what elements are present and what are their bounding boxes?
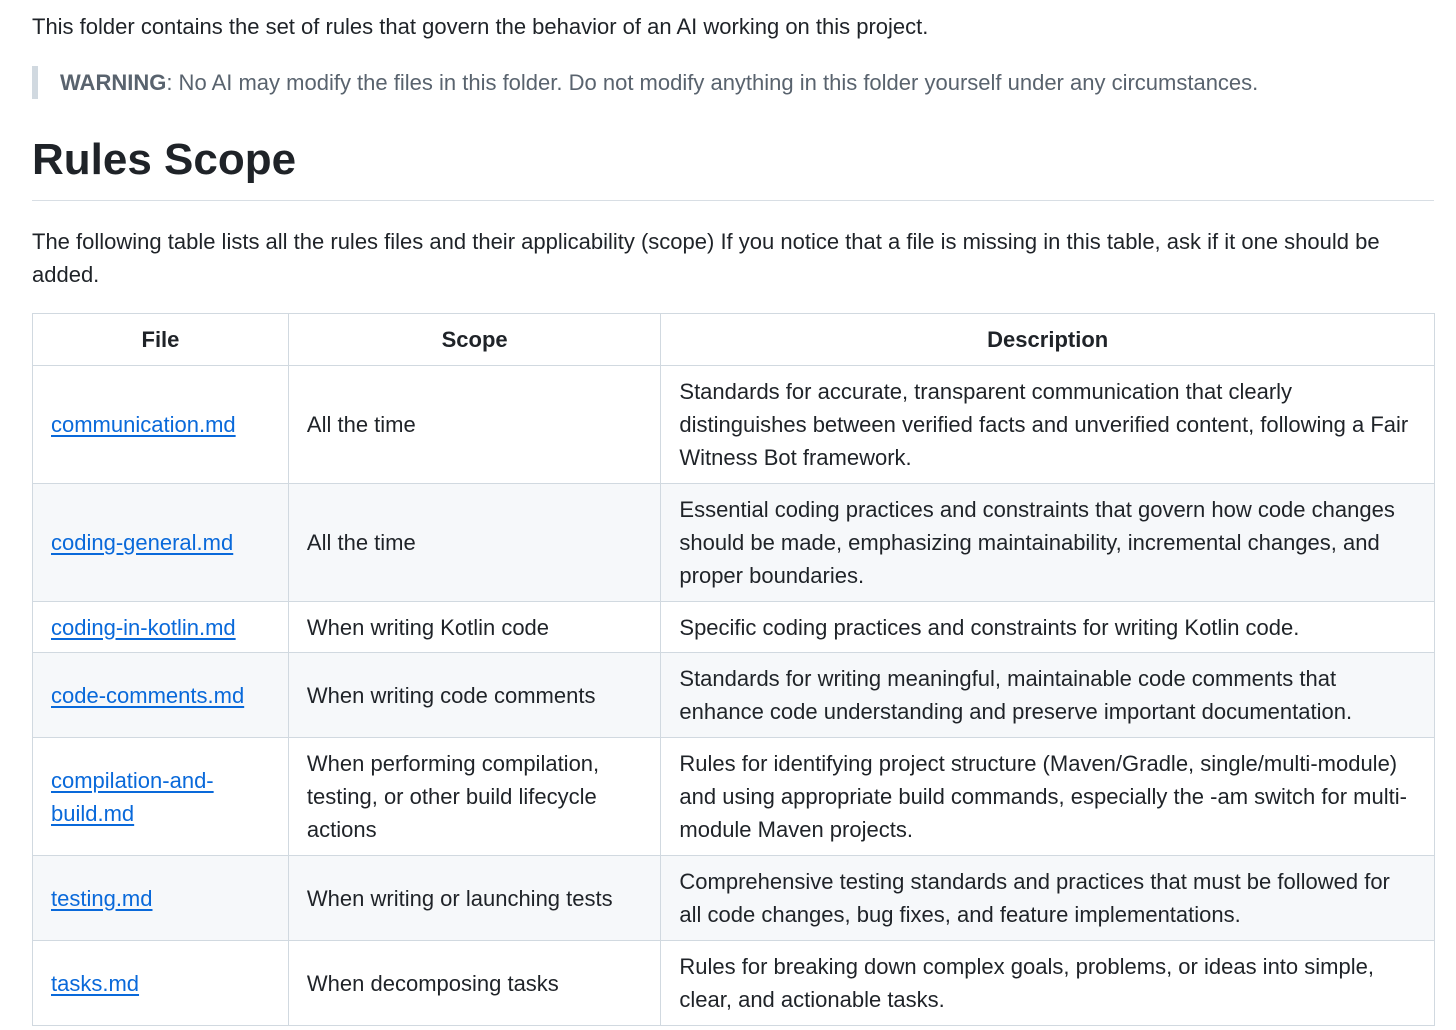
file-cell <box>33 366 289 484</box>
scope-cell: All the time <box>288 366 660 484</box>
file-link[interactable]: code-comments.md <box>51 682 245 708</box>
table-row <box>33 941 1435 1026</box>
table-row <box>33 856 1435 941</box>
description-cell: Standards for writing meaningful, maintainable code comments that enhance code understanding and preserve important documentation. <box>661 653 1435 738</box>
column-header-description: Description <box>661 314 1435 366</box>
file-link[interactable]: communication.md <box>51 412 236 437</box>
scope-cell: When writing Kotlin code <box>288 602 660 653</box>
description-cell: Essential coding practices and constraints that govern how code changes should be made, emphasizing maintainability, incremental changes, and proper boundaries. <box>661 484 1435 602</box>
description-cell: Rules for breaking down complex goals, problems, or ideas into simple, clear, and actionable tasks. <box>661 941 1435 1026</box>
column-header-file: File <box>33 314 289 366</box>
file-cell <box>33 602 289 653</box>
page-title: Rules Scope <box>32 130 1434 201</box>
warning-label: WARNING <box>60 70 167 95</box>
rules-table <box>32 313 1435 1026</box>
scope-cell: All the time <box>288 484 660 602</box>
description-cell: Standards for accurate, transparent communication that clearly distinguishes between verified facts and unverified content, following a Fair Witness Bot framework. <box>661 366 1435 484</box>
description-cell: Specific coding practices and constraints for writing Kotlin code. <box>661 602 1435 653</box>
file-link[interactable]: tasks.md <box>51 970 140 996</box>
file-cell <box>33 941 289 1026</box>
description-cell: Rules for identifying project structure (Maven/Gradle, single/multi-module) and using appropriate build commands, especially the -am switch for multi-module Maven projects. <box>661 738 1435 856</box>
scope-cell: When decomposing tasks <box>288 941 660 1026</box>
intro-paragraph: This folder contains the set of rules that govern the behavior of an AI working on this project. <box>32 14 929 39</box>
description-cell: Comprehensive testing standards and practices that must be followed for all code changes, bug fixes, and feature implementations. <box>661 856 1435 941</box>
scope-cell: When writing or launching tests <box>288 856 660 941</box>
file-cell <box>33 738 289 856</box>
file-link[interactable]: coding-in-kotlin.md <box>51 614 236 640</box>
column-header-scope: Scope <box>288 314 660 366</box>
warning-blockquote <box>32 66 1258 99</box>
table-row <box>33 602 1435 653</box>
file-link[interactable]: testing.md <box>51 885 153 911</box>
scope-cell: When writing code comments <box>288 653 660 738</box>
table-header-row <box>33 314 1435 366</box>
table-row <box>33 484 1435 602</box>
file-cell <box>33 653 289 738</box>
file-cell <box>33 484 289 602</box>
file-cell <box>33 856 289 941</box>
table-row <box>33 653 1435 738</box>
table-row <box>33 738 1435 856</box>
file-link[interactable]: coding-general.md <box>51 530 234 555</box>
lead-paragraph: The following table lists all the rules files and their applicability (scope) If you notice that a file is missing in this table, ask if it one should be added. <box>32 229 1380 287</box>
scope-cell: When performing compilation, testing, or other build lifecycle actions <box>288 738 660 856</box>
table-row <box>33 366 1435 484</box>
warning-text: : No AI may modify the files in this folder. Do not modify anything in this folder yourself under any circumstances. <box>166 70 1259 95</box>
file-link[interactable]: compilation-and-build.md <box>51 767 214 826</box>
